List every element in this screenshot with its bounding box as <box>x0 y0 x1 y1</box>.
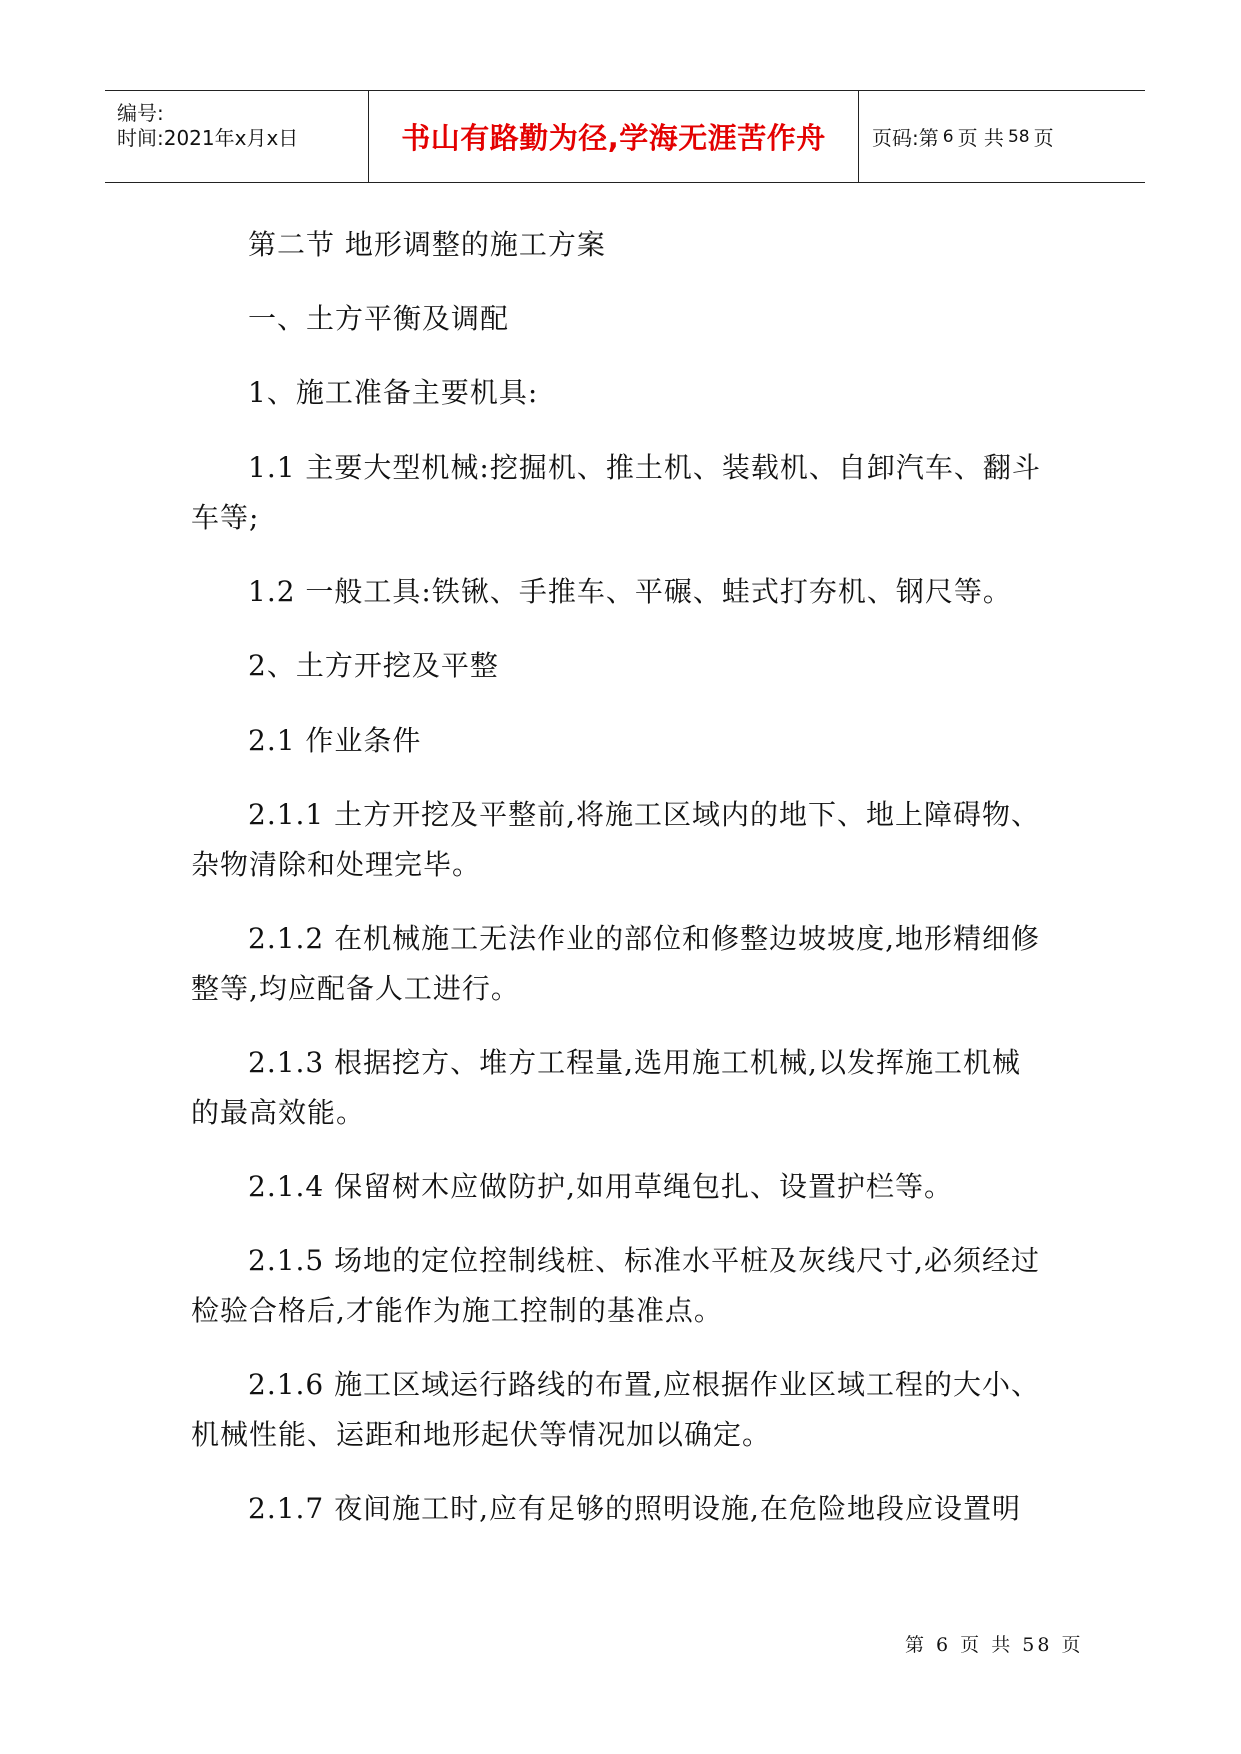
paragraph-line: 的最高效能。 <box>191 1096 366 1129</box>
paragraph-line: 2.1.2 在机械施工无法作业的部位和修整边坡坡度,地形精细修 <box>248 922 1041 955</box>
header-page-info <box>859 91 1145 182</box>
paragraph-line: 1.2 一般工具:铁锹、手推车、平碾、蛙式打夯机、钢尺等。 <box>248 575 1012 608</box>
paragraph-line: 2.1.4 保留树木应做防护,如用草绳包扎、设置护栏等。 <box>248 1170 954 1203</box>
header-meta <box>105 91 369 182</box>
paragraph-line: 检验合格后,才能作为施工控制的基准点。 <box>191 1294 723 1327</box>
paragraph-line: 2.1.5 场地的定位控制线桩、标准水平桩及灰线尺寸,必须经过 <box>248 1244 1041 1277</box>
paragraph-line: 2.1.7 夜间施工时,应有足够的照明设施,在危险地段应设置明 <box>248 1492 1021 1525</box>
paragraph-line: 2.1.6 施工区域运行路线的布置,应根据作业区域工程的大小、 <box>248 1368 1041 1401</box>
page-label-mid: 页 共 <box>957 126 1004 150</box>
heading-level-2: 1、施工准备主要机具: <box>248 376 539 409</box>
header-motto: 书山有路勤为径,学海无涯苦作舟 <box>369 91 859 182</box>
page-header <box>105 90 1145 183</box>
page-footer-number: 第 6 页 共 58 页 <box>905 1634 1084 1656</box>
document-time-label: 时间:2021年x月x日 <box>117 126 299 150</box>
paragraph-line: 整等,均应配备人工进行。 <box>191 972 520 1005</box>
paragraph-line: 2.1.1 土方开挖及平整前,将施工区域内的地下、地上障碍物、 <box>248 798 1041 831</box>
paragraph-line: 2.1.3 根据挖方、堆方工程量,选用施工机械,以发挥施工机械 <box>248 1046 1021 1079</box>
heading-level-2: 2、土方开挖及平整 <box>248 649 499 682</box>
paragraph-line: 杂物清除和处理完毕。 <box>191 848 482 881</box>
heading-level-1: 一、土方平衡及调配 <box>248 302 510 335</box>
page-label-suffix: 页 <box>1033 126 1054 150</box>
page-current-number: 6 <box>942 126 954 147</box>
section-title: 第二节 地形调整的施工方案 <box>248 228 606 261</box>
heading-level-3: 2.1 作业条件 <box>248 724 422 757</box>
document-code-label: 编号: <box>117 101 164 125</box>
paragraph-line: 车等; <box>191 501 260 534</box>
paragraph-line: 1.1 主要大型机械:挖掘机、推土机、装载机、自卸汽车、翻斗 <box>248 451 1041 484</box>
page-total-number: 58 <box>1007 126 1030 147</box>
page-label-prefix: 页码:第 <box>872 126 939 150</box>
paragraph-line: 机械性能、运距和地形起伏等情况加以确定。 <box>191 1418 772 1451</box>
